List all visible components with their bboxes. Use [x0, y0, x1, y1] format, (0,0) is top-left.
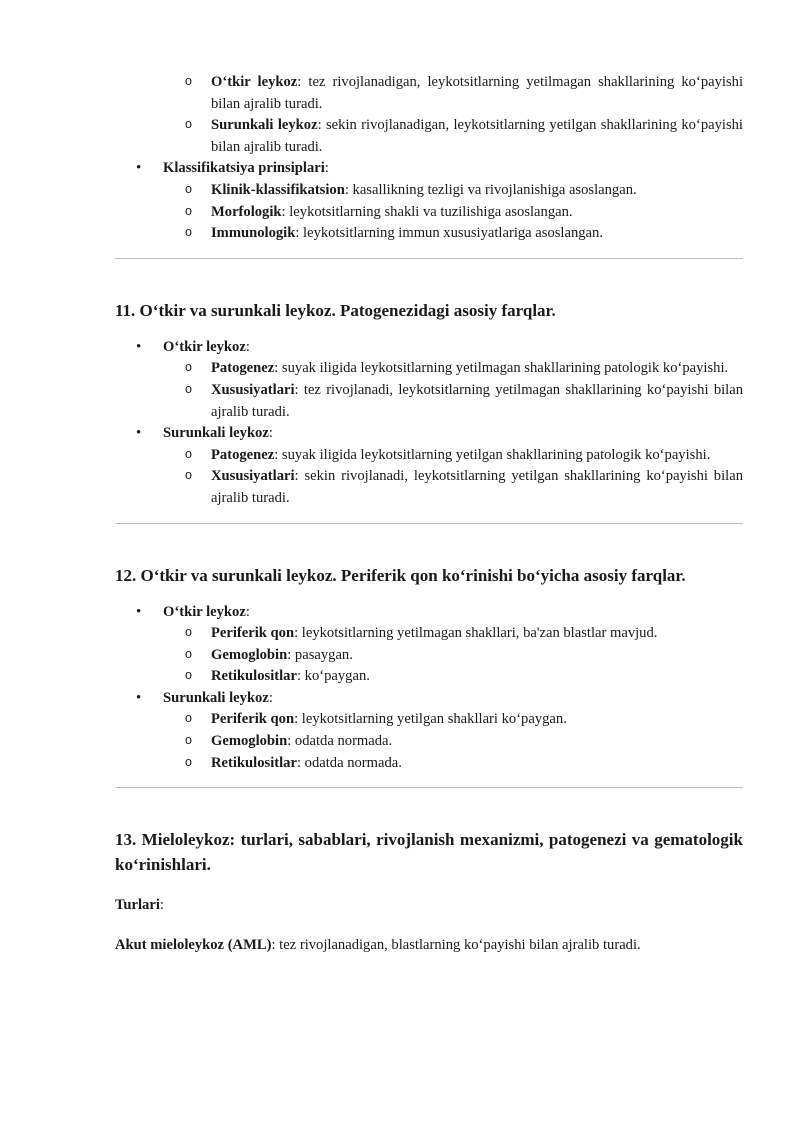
- list-item: o Xususiyatlari: sekin rivojlanadi, leykotsitlarning yetilgan shakllarining ko‘payishi bilan ajralib turadi.: [163, 466, 743, 509]
- list-item: • O‘tkir leykoz: o Patogenez: suyak iligida leykotsitlarning yetilmagan shakllarining patologik ko‘payishi. o Xususiyatlari: tez rivojlanadi, leykotsitlarning yetilmagan shakllarining ko‘payishi bilan ajralib turadi.: [115, 337, 743, 423]
- document-content: [115, 72, 743, 956]
- list-item: • Surunkali leykoz: o Patogenez: suyak iligida leykotsitlarning yetilgan shakllarining patologik ko‘payishi. o Xususiyatlari: sekin rivojlanadi, leykotsitlarning yetilgan shakllarining ko‘payishi bilan ajralib turadi.: [115, 423, 743, 509]
- list-item: • O‘tkir leykoz: o Periferik qon: leykotsitlarning yetilmagan shakllari, ba'zan blastlar mavjud. o Gemoglobin: pasaygan. o Retikulositlar: ko‘paygan.: [115, 602, 743, 688]
- top-sublist: [163, 72, 743, 158]
- list-item: o Retikulositlar: ko‘paygan.: [163, 666, 743, 688]
- list-item: o Patogenez: suyak iligida leykotsitlarning yetilgan shakllarining patologik ko‘payishi.: [163, 445, 743, 467]
- list-item: • Surunkali leykoz: o Periferik qon: leykotsitlarning yetilgan shakllari ko‘paygan. o Gemoglobin: odatda normada. o Retikulositlar: odatda normada.: [115, 688, 743, 774]
- aml-paragraph: Akut mieloleykoz (AML): tez rivojlanadigan, blastlarning ko‘payishi bilan ajralib turadi.: [115, 936, 641, 953]
- sublist: [163, 445, 743, 510]
- list-item: o Xususiyatlari: tez rivojlanadi, leykotsitlarning yetilmagan shakllarining ko‘payishi bilan ajralib turadi.: [163, 380, 743, 423]
- section-heading: 13. Mieloleykoz: turlari, sabablari, rivojlanish mexanizmi, patogenezi va gematologik ko‘rinishlari.: [115, 830, 743, 875]
- list-item: o Gemoglobin: pasaygan.: [163, 645, 743, 667]
- section-list: [115, 602, 743, 775]
- list-item: o Patogenez: suyak iligida leykotsitlarning yetilmagan shakllarining patologik ko‘payishi.: [163, 358, 743, 380]
- list-item: o Periferik qon: leykotsitlarning yetilgan shakllari ko‘paygan.: [163, 709, 743, 731]
- sublist: [163, 623, 743, 688]
- sublist: [163, 358, 743, 423]
- section-heading: 11. O‘tkir va surunkali leykoz. Patogenezidagi asosiy farqlar.: [115, 300, 556, 320]
- types-label: Turlari:: [115, 897, 164, 914]
- sublist: [163, 709, 743, 774]
- list-item: o Retikulositlar: odatda normada.: [163, 753, 743, 775]
- list-item: o Periferik qon: leykotsitlarning yetilmagan shakllari, ba'zan blastlar mavjud.: [163, 623, 743, 645]
- list-item: o Morfologik: leykotsitlarning shakli va tuzilishiga asoslangan.: [163, 202, 743, 224]
- list-item: o Surunkali leykoz: sekin rivojlanadigan, leykotsitlarning yetilgan shakllarining ko‘payishi bilan ajralib turadi.: [163, 115, 743, 158]
- classification-list: [115, 158, 743, 244]
- list-item: o O‘tkir leykoz: tez rivojlanadigan, leykotsitlarning yetilmagan shakllarining ko‘payishi bilan ajralib turadi.: [163, 72, 743, 115]
- list-item: o Klinik-klassifikatsion: kasallikning tezligi va rivojlanishiga asoslangan.: [163, 180, 743, 202]
- section-heading: 12. O‘tkir va surunkali leykoz. Periferik qon ko‘rinishi bo‘yicha asosiy farqlar.: [115, 565, 686, 585]
- list-item: o Immunologik: leykotsitlarning immun xususiyatlariga asoslangan.: [163, 223, 743, 245]
- list-item: o Gemoglobin: odatda normada.: [163, 731, 743, 753]
- list-item: • Klassifikatsiya prinsiplari: o Klinik-klassifikatsion: kasallikning tezligi va rivojlanishiga asoslangan. o Morfologik: leykotsitlarning shakli va tuzilishiga asoslangan. o Immunologik: leykotsitlarning immun xususiyatlariga asoslangan.: [115, 158, 743, 244]
- section-list: [115, 337, 743, 510]
- classification-sublist: [163, 180, 743, 245]
